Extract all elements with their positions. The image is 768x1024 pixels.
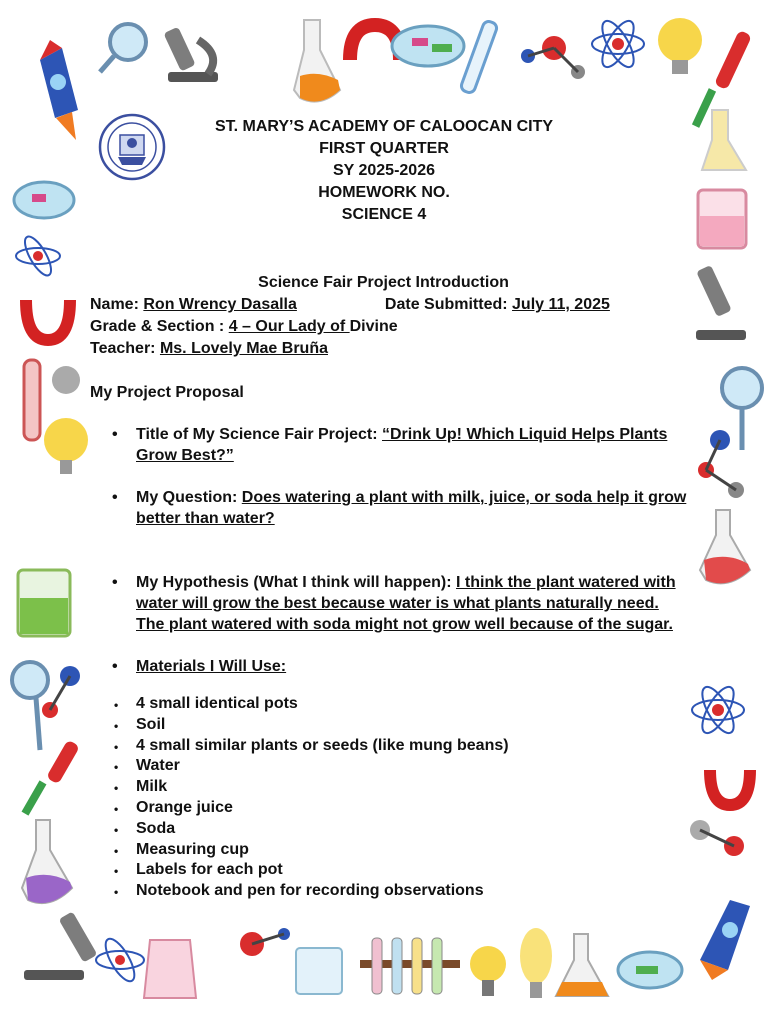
microscope-icon	[24, 911, 97, 980]
magnifier-icon	[100, 24, 146, 72]
list-item	[90, 656, 690, 677]
microscope-icon	[52, 366, 80, 394]
proposal-heading: My Project Proposal	[90, 384, 244, 401]
grade-value: 4 – Our Lady of	[228, 318, 350, 335]
lightbulb-icon	[470, 946, 506, 996]
document-title: Science Fair Project Introduction	[258, 274, 509, 291]
magnet-icon	[26, 300, 70, 340]
flask-icon	[294, 20, 340, 102]
name-label: Name:	[90, 296, 144, 313]
material-item: • Measuring cup	[90, 840, 690, 861]
quarter: FIRST QUARTER	[319, 140, 449, 157]
list-item	[90, 424, 690, 466]
document-body	[90, 272, 690, 902]
teacher-label: Teacher:	[90, 340, 160, 357]
grade-row	[90, 316, 690, 338]
question-value: Does watering a plant with milk, juice, or soda help it grow better than water?	[136, 489, 687, 527]
materials-list	[90, 694, 690, 902]
flask-icon	[22, 820, 72, 903]
atom-icon	[692, 682, 744, 737]
test-tube-icon	[460, 20, 498, 94]
proposal-list	[90, 424, 690, 677]
flask-icon	[556, 934, 608, 996]
hypothesis-value: I think the plant watered with water will grow the best because water is what plants naturally need. The plant watered with soda might not grow well because of the sugar.	[136, 574, 676, 633]
school-year: SY 2025-2026	[332, 162, 435, 179]
lightbulb-icon	[520, 928, 552, 998]
magnet-icon	[710, 770, 750, 805]
microscope-icon	[696, 265, 746, 340]
material-item: • Labels for each pot	[90, 860, 690, 881]
lightbulb-icon	[658, 18, 702, 74]
material-item: • 4 small identical pots	[90, 694, 690, 715]
date-value: July 11, 2025	[512, 296, 610, 313]
teacher-value: Ms. Lovely Mae Bruña	[159, 340, 328, 357]
material-item: • Water	[90, 756, 690, 777]
list-item	[90, 572, 690, 635]
molecule-icon	[521, 36, 585, 79]
question-label: My Question:	[136, 489, 242, 506]
atom-icon	[592, 16, 644, 71]
microscope-icon	[163, 27, 218, 82]
material-item: • Orange juice	[90, 798, 690, 819]
molecule-icon	[698, 430, 744, 498]
material-item: • Soil	[90, 715, 690, 736]
teacher-row	[90, 338, 690, 360]
school-name: ST. MARY’S ACADEMY OF CALOOCAN CITY	[214, 118, 554, 135]
petri-dish-icon	[392, 26, 464, 66]
beaker-icon	[18, 570, 70, 636]
molecule-icon	[240, 928, 290, 956]
name-date-row	[90, 294, 690, 316]
rocket-icon	[700, 900, 750, 980]
material-item: • Milk	[90, 777, 690, 798]
homework-number: HOMEWORK NO.	[318, 184, 450, 201]
lightbulb-icon	[44, 418, 88, 474]
atom-icon	[96, 935, 144, 986]
magnifier-icon	[12, 662, 48, 750]
beaker-icon	[144, 940, 196, 998]
test-tube-rack-icon	[360, 938, 460, 994]
document-header	[0, 116, 768, 226]
molecule-icon	[690, 820, 744, 856]
name-value: Ron Wrency Dasalla	[143, 296, 297, 313]
subject: SCIENCE 4	[341, 206, 427, 223]
date-label: Date Submitted:	[384, 296, 513, 313]
pipette-icon	[22, 739, 81, 815]
materials-heading: Materials I Will Use:	[136, 658, 287, 675]
atom-icon	[16, 233, 60, 279]
material-item: • Soda	[90, 819, 690, 840]
list-item	[90, 487, 690, 529]
hypothesis-label: My Hypothesis (What I think will happen):	[136, 574, 457, 591]
grade-label: Grade & Section :	[90, 318, 229, 335]
beaker-icon	[296, 948, 342, 994]
project-title-value: “Drink Up! Which Liquid Helps Plants Grow Best?”	[136, 426, 668, 464]
material-item: • Notebook and pen for recording observations	[90, 881, 690, 902]
petri-dish-icon	[618, 952, 682, 988]
grade-value-rest: Divine	[349, 318, 398, 335]
material-item: • 4 small similar plants or seeds (like mung beans)	[90, 736, 690, 757]
test-tube-icon	[24, 360, 40, 440]
flask-icon	[700, 510, 750, 583]
project-title-label: Title of My Science Fair Project:	[136, 426, 382, 443]
